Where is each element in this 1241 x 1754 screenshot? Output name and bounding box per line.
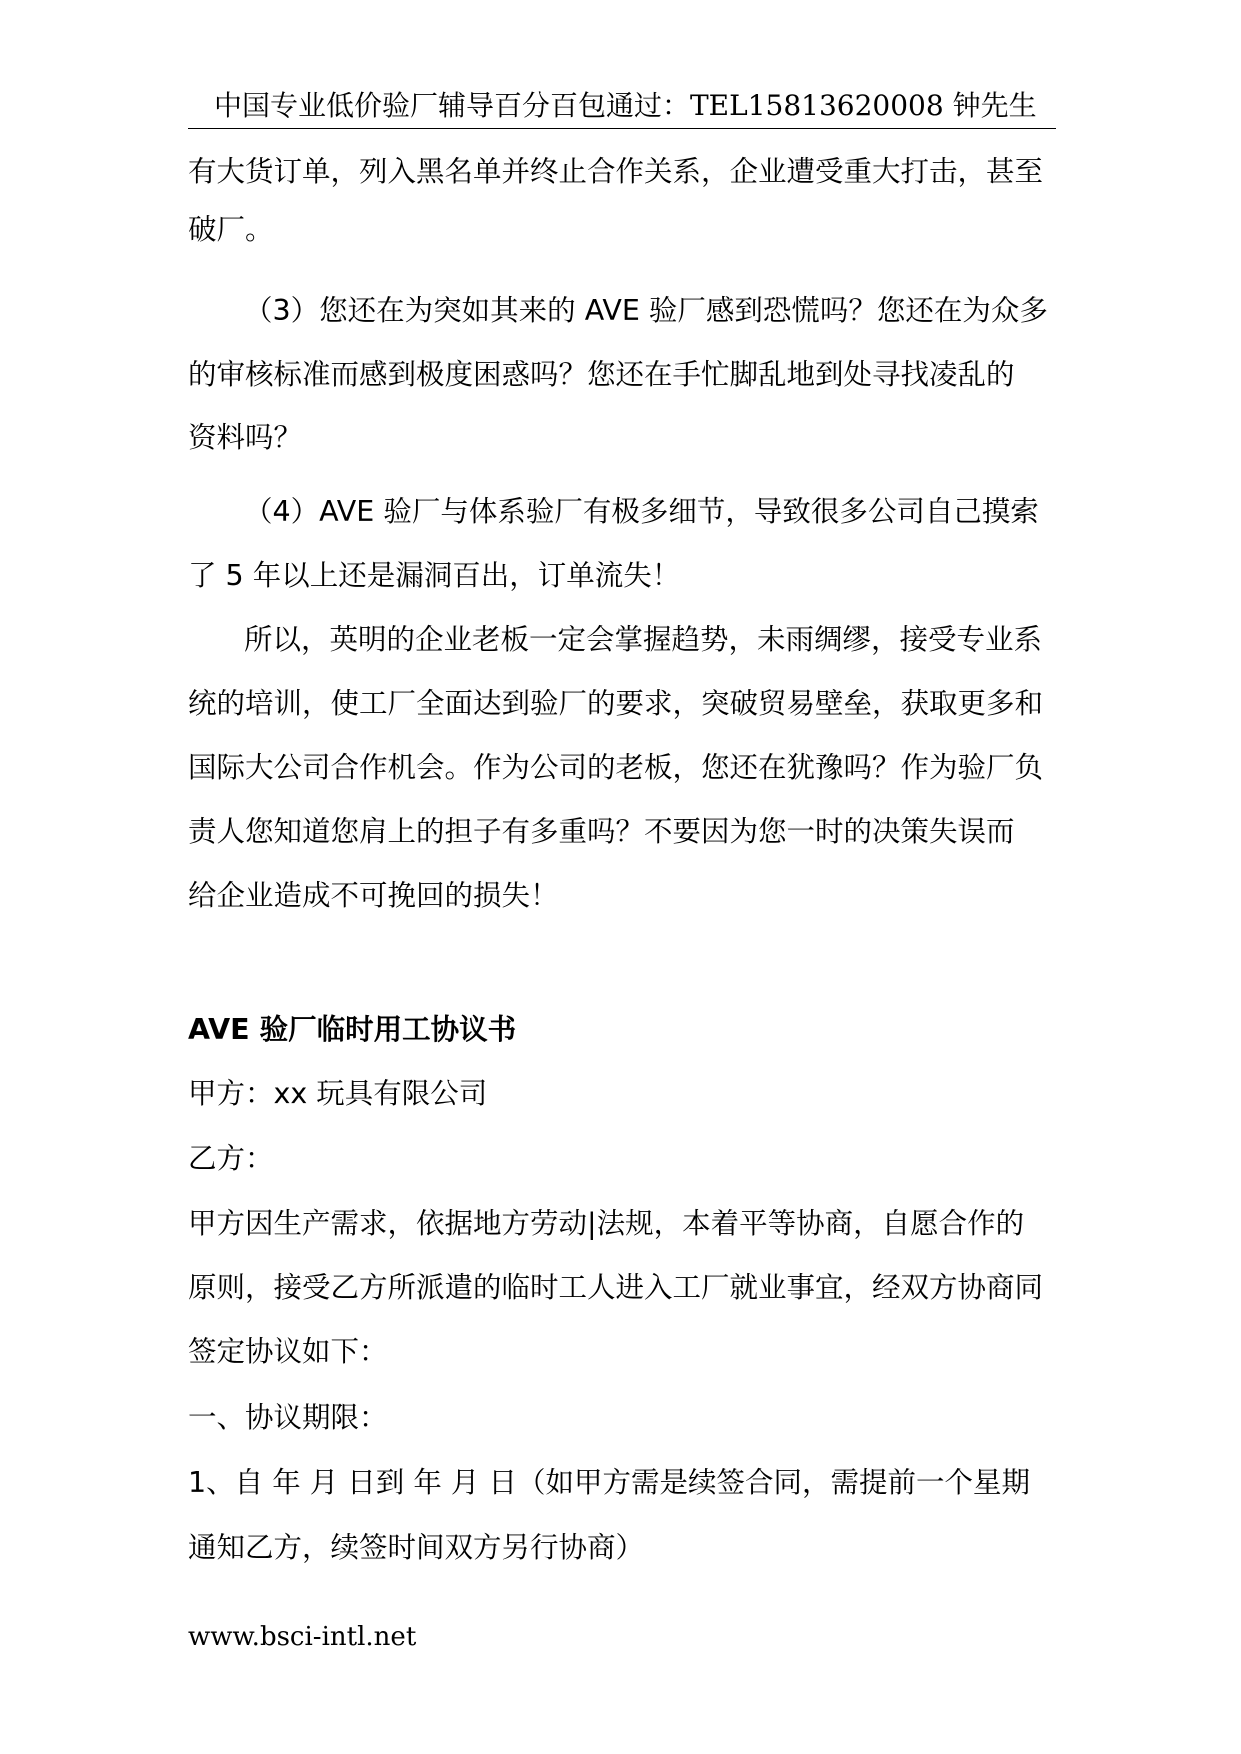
body-line: 国际大公司合作机会。作为公司的老板，您还在犹豫吗？作为验厂负 — [188, 751, 1044, 784]
body-line: 资料吗？ — [188, 421, 303, 454]
section-title: AVE 验厂临时用工协议书 — [188, 1013, 517, 1046]
page-header — [188, 84, 1056, 129]
agreement-line: 签定协议如下： — [188, 1335, 388, 1368]
header-text: 中国专业低价验厂辅导百分百包通过：TEL15813620008 钟先生 — [214, 89, 1037, 122]
agreement-line: 甲方因生产需求，依据地方劳动|法规，本着平等协商，自愿合作的 — [188, 1207, 1025, 1240]
body-line: 责人您知道您肩上的担子有多重吗？不要因为您一时的决策失误而 — [188, 815, 1015, 848]
agreement-line: 甲方：xx 玩具有限公司 — [188, 1077, 488, 1110]
body-line: 的审核标准而感到极度困惑吗？您还在手忙脚乱地到处寻找凌乱的 — [188, 358, 1015, 391]
body-line: （4）AVE 验厂与体系验厂有极多细节，导致很多公司自己摸索 — [244, 495, 1039, 528]
body-line: 给企业造成不可挽回的损失！ — [188, 879, 559, 912]
body-line: （3）您还在为突如其来的 AVE 验厂感到恐慌吗？您还在为众多 — [244, 294, 1048, 327]
agreement-line: 乙方： — [188, 1142, 274, 1175]
footer-url: www.bsci-intl.net — [188, 1622, 417, 1652]
body-line: 所以，英明的企业老板一定会掌握趋势，未雨绸缪，接受专业系 — [244, 623, 1043, 656]
body-line: 了 5 年以上还是漏洞百出，订单流失！ — [188, 559, 681, 592]
agreement-line: 一、协议期限： — [188, 1401, 388, 1434]
agreement-line: 1、自 年 月 日到 年 月 日（如甲方需是续签合同，需提前一个星期 — [188, 1466, 1030, 1499]
body-line: 统的培训，使工厂全面达到验厂的要求，突破贸易壁垒，获取更多和 — [188, 687, 1044, 720]
agreement-line: 原则，接受乙方所派遣的临时工人进入工厂就业事宜，经双方协商同 — [188, 1271, 1044, 1304]
body-line: 破厂。 — [188, 213, 274, 246]
body-line: 有大货订单，列入黑名单并终止合作关系，企业遭受重大打击，甚至 — [188, 155, 1044, 188]
agreement-line: 通知乙方，续签时间双方另行协商） — [188, 1531, 645, 1564]
